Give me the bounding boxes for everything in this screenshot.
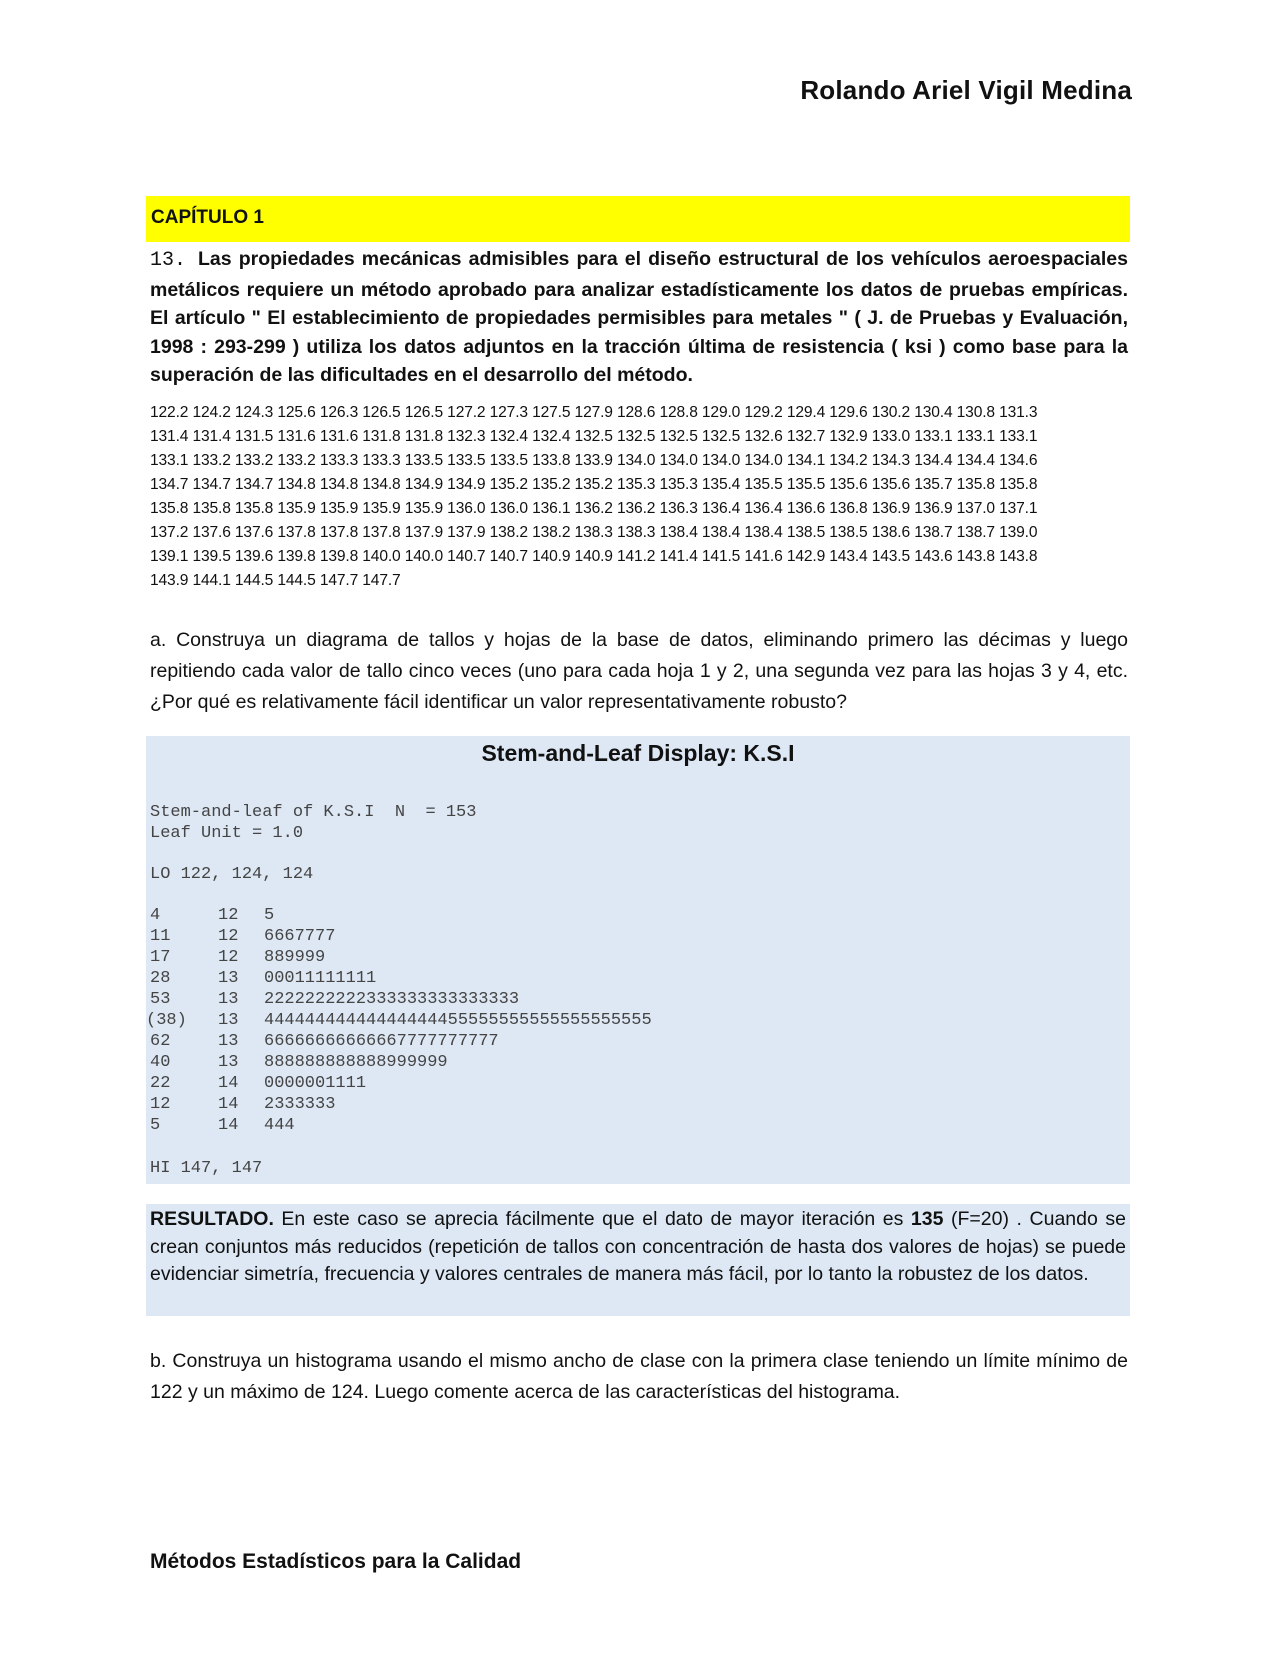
high-values: HI 147, 147 [150, 1159, 263, 1178]
result-box [146, 1204, 1130, 1316]
question-a: a. Construya un diagrama de tallos y hojas de la base de datos, eliminando primero las décimas y luego repitiendo cada valor de tallo cinco veces (uno para cada hoja 1 y 2, una segunda vez para las hojas 3 y 4, etc. ¿Por qué es relativamente fácil identificar un valor representativamente robusto? [150, 629, 1128, 713]
stem-leaves: 44444444444444444455555555555555555555 [264, 1011, 652, 1030]
stem-leaves: 0000001111 [264, 1074, 367, 1093]
stem-value: 13 [218, 990, 239, 1009]
leaf-unit: Leaf Unit = 1.0 [150, 824, 304, 843]
data-line: 135.8 135.8 135.8 135.9 135.9 135.9 135.9 136.0 136.0 136.1 136.2 136.2 136.3 136.4 136.4 136.6 136.8 136.9 136.9 137.0 137.1 [150, 500, 1038, 517]
problem-number: 13. [150, 249, 187, 272]
stem-value: 13 [218, 1011, 239, 1030]
stem-depth: 12 [150, 1095, 171, 1114]
data-line: 133.1 133.2 133.2 133.2 133.3 133.3 133.5 133.5 133.5 133.8 133.9 134.0 134.0 134.0 134.0 134.1 134.2 134.3 134.4 134.4 134.6 [150, 452, 1038, 469]
stem-depth: 62 [150, 1032, 171, 1051]
chapter-heading [146, 196, 1130, 242]
stem-and-leaf-display [146, 736, 1130, 1184]
stem-depth: 5 [150, 1116, 161, 1135]
stem-leaves: 5 [264, 906, 275, 925]
stem-leaves: 66666666666667777777777 [264, 1032, 499, 1051]
stem-depth: 53 [150, 990, 171, 1009]
stem-depth: 17 [150, 948, 171, 967]
stem-value: 13 [218, 969, 239, 988]
stem-depth: 11 [150, 927, 171, 946]
stem-leaf-header: Stem-and-leaf of K.S.I N = 153 [150, 803, 477, 822]
problem-text: Las propiedades mecánicas admisibles para el diseño estructural de los vehículos aeroespaciales metálicos requiere un método aprobado para analizar estadísticamente los datos de pruebas empíricas. El artículo " El establecimiento de propiedades permisibles para metales " ( J. de Pruebas y Evaluación, 1998 : 293-299 ) utiliza los datos adjuntos en la tracción última de resistencia ( ksi ) como base para la superación de las dificultades en el desarrollo del método. [150, 248, 1128, 386]
chapter-label: CAPÍTULO 1 [151, 207, 264, 228]
stem-value: 13 [218, 1053, 239, 1072]
problem-statement [150, 245, 1128, 390]
result-label: RESULTADO. [150, 1208, 274, 1230]
stem-value: 14 [218, 1116, 239, 1135]
result-text-before: En este caso se aprecia fácilmente que el dato de mayor iteración es [273, 1208, 911, 1230]
data-line: 131.4 131.4 131.5 131.6 131.6 131.8 131.8 132.3 132.4 132.4 132.5 132.5 132.5 132.5 132.6 132.7 132.9 133.0 133.1 133.1 133.1 [150, 428, 1038, 445]
stem-leaves: 888888888888999999 [264, 1053, 448, 1072]
stem-value: 13 [218, 1032, 239, 1051]
stem-leaves: 6667777 [264, 927, 336, 946]
data-line: 143.9 144.1 144.5 144.5 147.7 147.7 [150, 572, 401, 589]
stem-depth: 28 [150, 969, 171, 988]
stem-leaves: 00011111111 [264, 969, 377, 988]
stem-depth: 22 [150, 1074, 171, 1093]
stem-value: 14 [218, 1095, 239, 1114]
stem-leaves: 2222222222333333333333333 [264, 990, 520, 1009]
result-paragraph [150, 1206, 1126, 1289]
data-line: 139.1 139.5 139.6 139.8 139.8 140.0 140.0 140.7 140.7 140.9 140.9 141.2 141.4 141.5 141.6 142.9 143.4 143.5 143.6 143.8 143.8 [150, 548, 1038, 565]
low-values: LO 122, 124, 124 [150, 865, 314, 884]
question-b: b. Construya un histograma usando el mismo ancho de clase con la primera clase teniendo un límite mínimo de 122 y un máximo de 124. Luego comente acerca de las características del histograma. [150, 1350, 1128, 1403]
stem-value: 12 [218, 948, 239, 967]
stem-value: 12 [218, 906, 239, 925]
stem-leaves: 2333333 [264, 1095, 336, 1114]
stem-depth: (38) [146, 1011, 187, 1030]
author-name: Rolando Ariel Vigil Medina [800, 75, 1132, 105]
footer-course-title: Métodos Estadísticos para la Calidad [150, 1550, 522, 1573]
result-text-after: (F=20) . Cuando se crean conjuntos más reducidos (repetición de tallos con concentración de hasta dos valores de hojas) se puede evidenciar simetría, frecuencia y valores centrales de manera más fácil, por lo tanto la robustez de los datos. [150, 1208, 1127, 1285]
data-line: 137.2 137.6 137.6 137.8 137.8 137.8 137.9 137.9 138.2 138.2 138.3 138.3 138.4 138.4 138.4 138.5 138.5 138.6 138.7 138.7 139.0 [150, 524, 1038, 541]
data-line: 134.7 134.7 134.7 134.8 134.8 134.8 134.9 134.9 135.2 135.2 135.2 135.3 135.3 135.4 135.5 135.5 135.6 135.6 135.7 135.8 135.8 [150, 476, 1038, 493]
stem-leaves: 444 [264, 1116, 295, 1135]
result-highlight: 135 [910, 1208, 944, 1230]
data-line: 122.2 124.2 124.3 125.6 126.3 126.5 126.5 127.2 127.3 127.5 127.9 128.6 128.8 129.0 129.2 129.4 129.6 130.2 130.4 130.8 131.3 [150, 404, 1038, 421]
stem-leaves: 889999 [264, 948, 326, 967]
stem-leaf-title: Stem-and-Leaf Display: K.S.I [481, 740, 795, 766]
stem-value: 14 [218, 1074, 239, 1093]
stem-value: 12 [218, 927, 239, 946]
stem-depth: 4 [150, 906, 161, 925]
stem-depth: 40 [150, 1053, 171, 1072]
